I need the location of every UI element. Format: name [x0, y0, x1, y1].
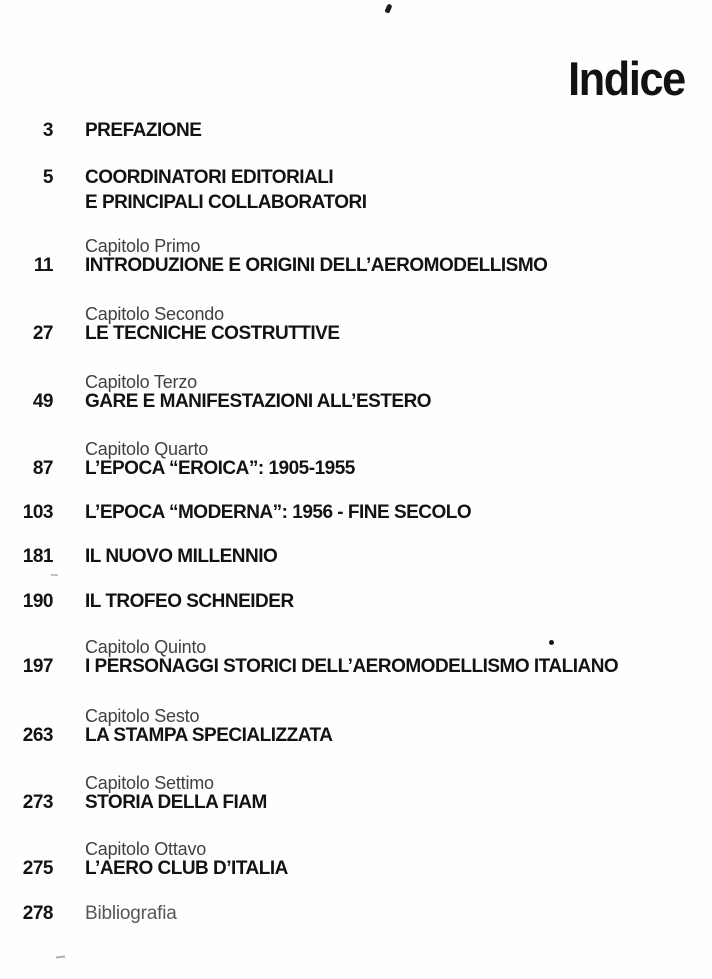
toc-entry: [0, 773, 712, 813]
toc-entry: [0, 236, 712, 276]
scan-artifact-dash: [51, 574, 58, 576]
toc-entry: [0, 839, 712, 879]
toc-entry-page: 263: [22, 725, 53, 746]
toc-entry-title: Bibliografia: [85, 903, 177, 924]
toc-entry-title: L’AERO CLUB D’ITALIA: [85, 858, 288, 879]
chapter-label: Capitolo Sesto: [85, 706, 200, 726]
chapter-label: Capitolo Quarto: [85, 439, 209, 459]
toc-entry-page: 87: [32, 458, 53, 479]
chapter-label: Capitolo Terzo: [85, 372, 197, 392]
toc-entry-title: I PERSONAGGI STORICI DELL’AEROMODELLISMO ITALIANO: [85, 656, 619, 677]
toc-entry: [0, 592, 712, 612]
toc-entry-page: 181: [22, 546, 53, 567]
toc-entry-page: 190: [22, 591, 53, 612]
toc-entry-title: COORDINATORI EDITORIALI: [85, 167, 334, 188]
toc-entry-title: INTRODUZIONE E ORIGINI DELL’AEROMODELLISMO: [85, 255, 548, 276]
toc-entry-title: STORIA DELLA FIAM: [85, 792, 267, 813]
toc-entry-page: 197: [22, 656, 53, 677]
toc-entry-page: 11: [33, 255, 53, 276]
chapter-label: Capitolo Primo: [85, 236, 201, 256]
toc-entry-title: LA STAMPA SPECIALIZZATA: [85, 725, 333, 746]
toc-entry: [0, 547, 712, 567]
toc-entry: [0, 168, 712, 213]
chapter-label: Capitolo Ottavo: [85, 839, 207, 859]
toc-entry: [0, 372, 712, 412]
page-title: Indice: [568, 52, 685, 106]
toc-entry-page: 278: [22, 903, 53, 924]
chapter-label: Capitolo Quinto: [85, 637, 207, 657]
toc-entry: [0, 121, 712, 141]
toc-entry-page: 5: [42, 167, 53, 188]
chapter-label: Capitolo Settimo: [85, 773, 214, 793]
toc-entry-page: 27: [32, 323, 53, 344]
toc-entry-title: LE TECNICHE COSTRUTTIVE: [85, 323, 340, 344]
toc-entry-title: L’EPOCA “EROICA”: 1905-1955: [85, 458, 355, 479]
toc-entry: [0, 637, 712, 677]
toc-entry: [0, 503, 712, 523]
toc-entry-title-line2: E PRINCIPALI COLLABORATORI: [85, 192, 367, 213]
toc-entry-page: 3: [42, 120, 53, 141]
scan-artifact-dash: [56, 956, 65, 959]
scan-artifact-speck: [384, 3, 392, 13]
toc-entry-title: IL NUOVO MILLENNIO: [85, 546, 278, 567]
toc-entry-title: PREFAZIONE: [85, 120, 202, 141]
toc-entry: [0, 904, 712, 924]
toc-entry: [0, 706, 712, 746]
scan-artifact-dot: [549, 640, 554, 645]
toc-entry-page: 103: [22, 502, 53, 523]
chapter-label: Capitolo Secondo: [85, 304, 224, 324]
toc-entry-title: IL TROFEO SCHNEIDER: [85, 591, 294, 612]
toc-entry-page: 275: [22, 858, 53, 879]
toc-entry: [0, 304, 712, 344]
toc-entry-title: GARE E MANIFESTAZIONI ALL’ESTERO: [85, 391, 432, 412]
toc-entry-page: 49: [32, 391, 53, 412]
toc-entry-page: 273: [22, 792, 53, 813]
toc-entry: [0, 439, 712, 479]
toc-entry-title: L’EPOCA “MODERNA”: 1956 - FINE SECOLO: [85, 502, 472, 523]
